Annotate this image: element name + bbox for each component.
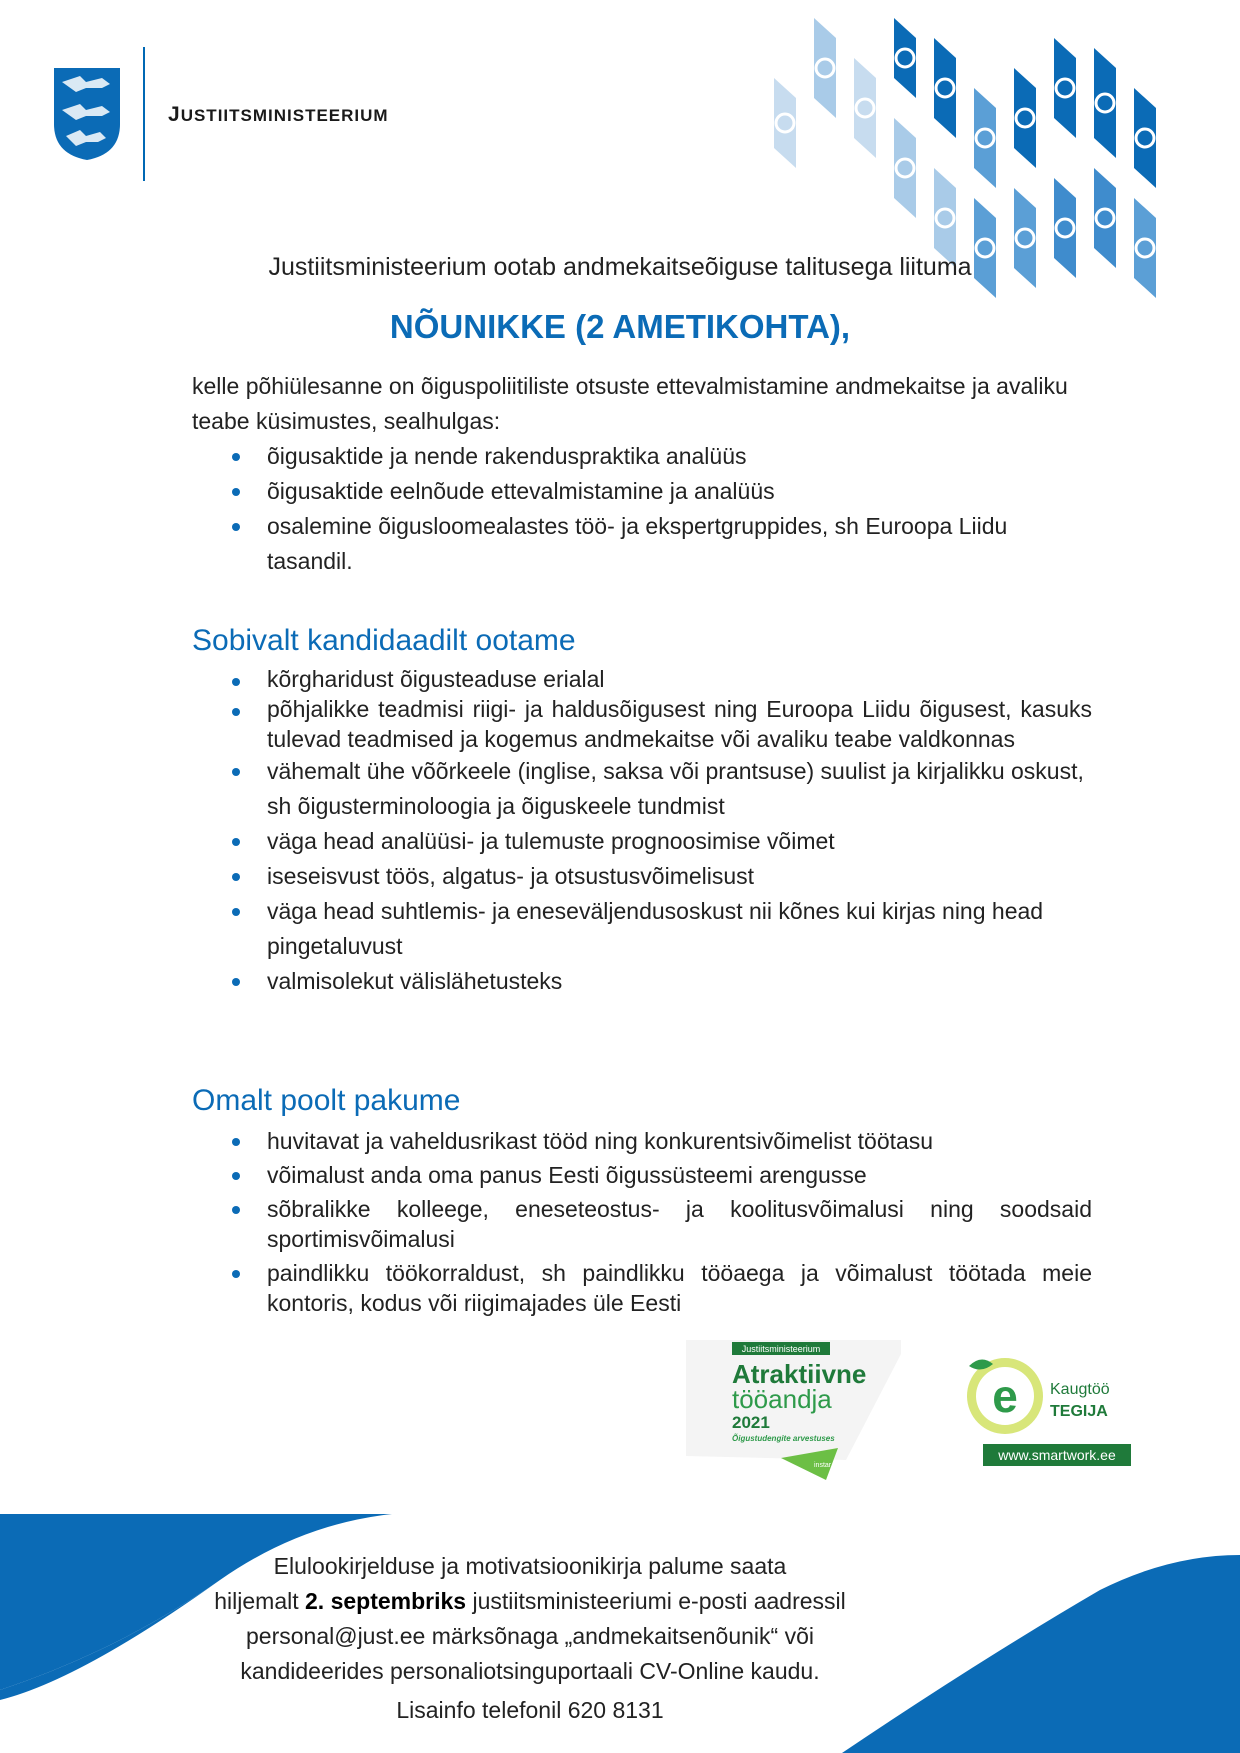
list-item: kõrgharidust õigusteaduse erialal (192, 664, 1092, 694)
badge-remote-line1: Kaugtöö (1050, 1381, 1110, 1398)
footer-line: hiljemalt 2. septembriks justiitsministeeriumi e-posti aadressil (214, 1588, 846, 1614)
list-item: võimalust anda oma panus Eesti õigussüsteemi arengusse (192, 1160, 1092, 1190)
badge-url: www.smartwork.ee (998, 1447, 1116, 1463)
list-item: sõbralikke kolleege, eneseteostus- ja koolitusvõimalusi ning soodsaid sportimisvõimalusi (192, 1194, 1092, 1254)
job-description (192, 369, 1092, 579)
list-item: väga head analüüsi- ja tulemuste prognoosimise võimet (192, 824, 1092, 859)
organization-name: JUSTIITSMINISTEERIUM (168, 103, 389, 126)
decorative-dot (1136, 129, 1154, 147)
list-item: huvitavat ja vaheldusrikast tööd ning konkurentsivõimelist töötasu (192, 1126, 1092, 1156)
page-title: NÕUNIKKE (2 AMETIKOHTA), (389, 308, 851, 345)
badge-letter: e (992, 1370, 1018, 1422)
decorative-dot (1056, 79, 1074, 97)
section-title: Omalt poolt pakume (192, 1084, 461, 1117)
list-item: osalemine õigusloomealastes töö- ja ekspertgruppides, sh Euroopa Liidu tasandil. (192, 509, 1092, 579)
requirements-list (192, 664, 1092, 999)
badge-sub: Õigustudengite arvestuses (732, 1434, 835, 1443)
decorative-dot (896, 159, 914, 177)
decorative-dot (1016, 109, 1034, 127)
attractive-employer-badge (686, 1330, 906, 1490)
list-item: iseseisvust töös, algatus- ja otsustusvõimelisust (192, 859, 1092, 894)
decorative-dot (1096, 94, 1114, 112)
remote-work-badge (955, 1348, 1135, 1473)
header-divider (143, 47, 145, 181)
badge-line1: Atraktiivne (732, 1359, 867, 1389)
decorative-dot (816, 59, 834, 77)
contact-phone: Lisainfo telefonil 620 8131 (396, 1697, 664, 1723)
badge-line2: tööandja (732, 1384, 832, 1414)
decorative-dot (1056, 219, 1074, 237)
badge-brand: instar (814, 1462, 832, 1469)
decorative-dot (1016, 229, 1034, 247)
decorative-dot (856, 99, 874, 117)
footer-line: kandideerides personaliotsinguportaali CV-Online kaudu. (240, 1658, 820, 1684)
intro-text: Justiitsministeerium ootab andmekaitseõiguse talitusega liituma (268, 253, 972, 281)
list-item: paindlikku töökorraldust, sh paindlikku tööaega ja võimalust töötada meie kontoris, kodus või riigimajades üle Eesti (192, 1258, 1092, 1318)
badge-tag: Justiitsministeerium (741, 1344, 821, 1354)
footer-line: Elulookirjelduse ja motivatsioonikirja palume saata (273, 1553, 787, 1579)
list-item: väga head suhtlemis- ja eneseväljendusoskust nii kõnes kui kirjas ning head pingetaluvust (192, 894, 1092, 964)
list-item: õigusaktide eelnõude ettevalmistamine ja analüüs (192, 474, 1092, 509)
deadline: 2. septembriks (305, 1588, 467, 1614)
decorative-dot (976, 129, 994, 147)
requirements-section (192, 624, 1092, 999)
list-item: vähemalt ühe võõrkeele (inglise, saksa või prantsuse) suulist ja kirjalikku oskust, sh õigusterminoloogia ja õiguskeele tundmist (192, 754, 1092, 824)
decorative-dot (936, 79, 954, 97)
application-instructions (180, 1549, 880, 1689)
decorative-dot (896, 49, 914, 67)
decorative-dot (936, 209, 954, 227)
list-item: õigusaktide ja nende rakenduspraktika analüüs (192, 439, 1092, 474)
task-list (192, 439, 1092, 579)
badge-remote-line2: TEGIJA (1050, 1403, 1108, 1420)
section-title: Sobivalt kandidaadilt ootame (192, 624, 576, 657)
decorative-dot (776, 114, 794, 132)
offer-list (192, 1126, 1092, 1318)
estonian-coat-of-arms-icon (52, 66, 122, 162)
description-text: kelle põhiülesanne on õiguspoliitiliste otsuste ettevalmistamine andmekaitse ja avaliku teabe küsimustes, sealhulgas: (192, 373, 1068, 434)
list-item: põhjalikke teadmisi riigi- ja haldusõigusest ning Euroopa Liidu õigusest, kasuks tulevad teadmised ja kogemus andmekaitse või avaliku teabe valdkonnas (192, 694, 1092, 754)
decorative-dot (1096, 209, 1114, 227)
badge-year: 2021 (732, 1413, 770, 1432)
offer-section (192, 1084, 1092, 1322)
footer-line: personal@just.ee märksõnaga „andmekaitsenõunik“ või (246, 1623, 814, 1649)
decorative-pattern (770, 18, 1220, 338)
list-item: valmisolekut välislähetusteks (192, 964, 1092, 999)
